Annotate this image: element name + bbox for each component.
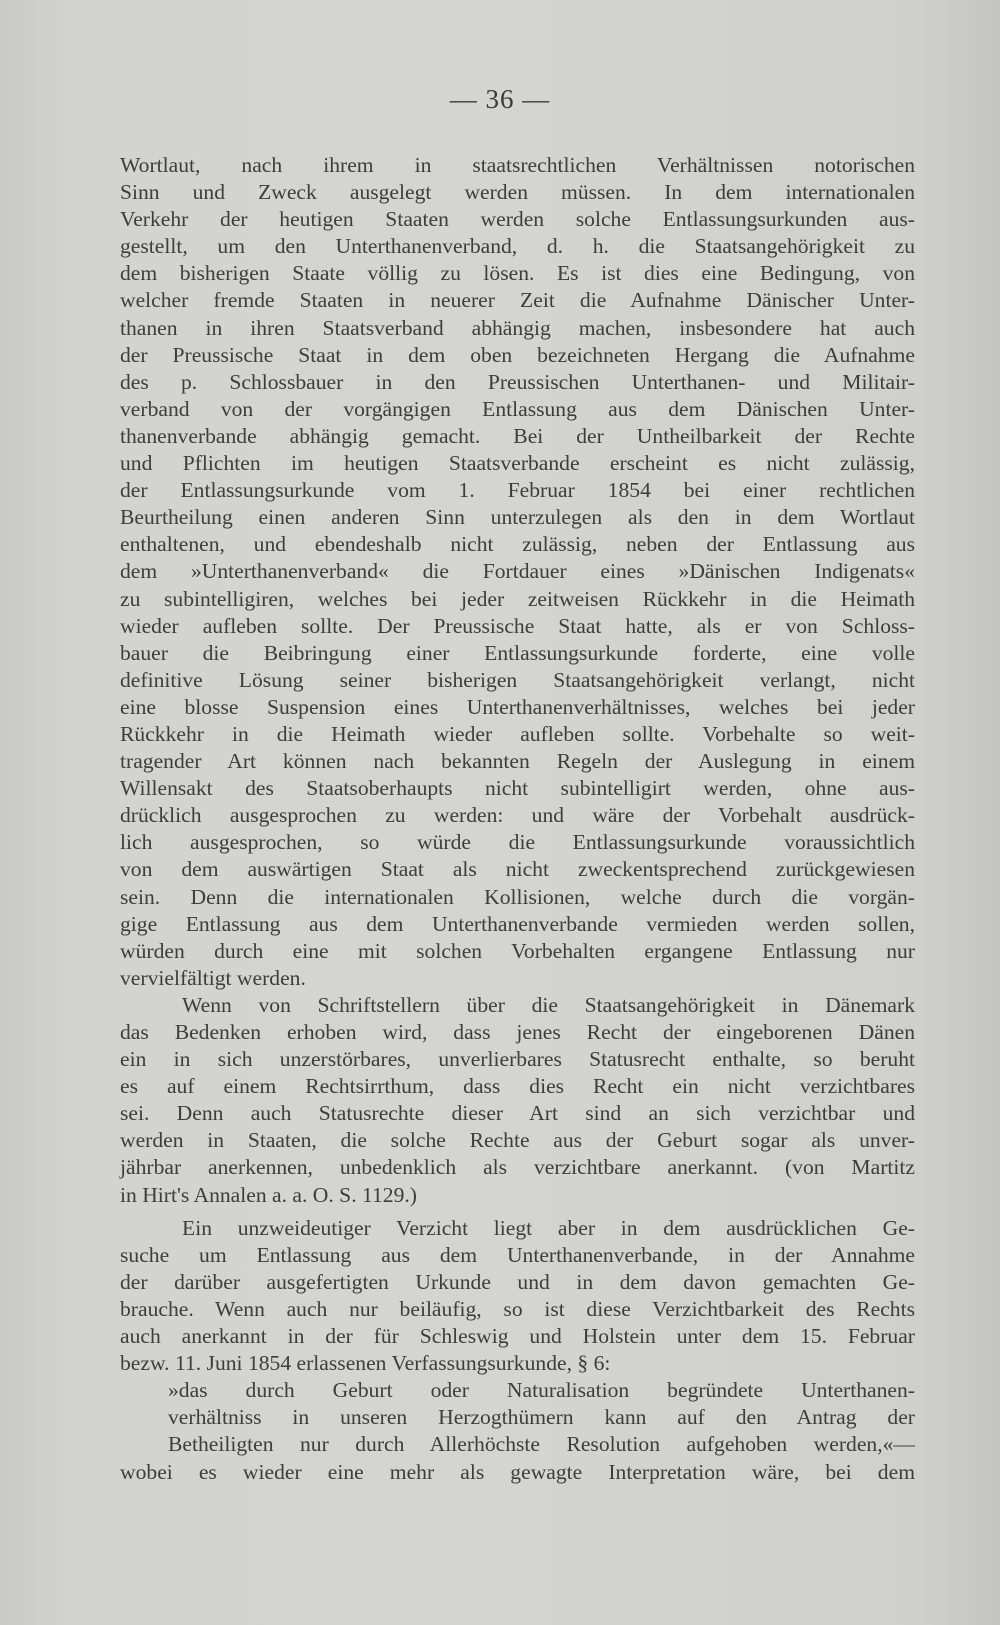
text-line: enthaltenen, und ebendeshalb nicht zulässig, neben der Entlassung aus xyxy=(120,532,915,557)
text-line: und Pflichten im heutigen Staatsverbande erscheint es nicht zulässig, xyxy=(120,451,915,476)
text-line: brauche. Wenn auch nur beiläufig, so ist diese Verzichtbarkeit des Rechts xyxy=(120,1296,915,1321)
text-line: definitive Lösung seiner bisherigen Staatsangehörigkeit verlangt, nicht xyxy=(120,667,915,692)
text-line: auch anerkannt in der für Schleswig und Holstein unter dem 15. Februar xyxy=(120,1324,915,1349)
text-line: verband von der vorgängigen Entlassung aus dem Dänischen Unter- xyxy=(120,396,915,421)
text-line: wobei es wieder eine mehr als gewagte Interpretation wäre, bei dem xyxy=(120,1459,915,1484)
text-line: Verkehr der heutigen Staaten werden solche Entlassungsurkunden aus- xyxy=(120,207,915,232)
text-line: von dem auswärtigen Staat als nicht zweckentsprechend zurückgewiesen xyxy=(120,857,915,882)
quote-line: Betheiligten nur durch Allerhöchste Resolution aufgehoben werden,«— xyxy=(168,1432,915,1457)
text-line: ein in sich unzerstörbares, unverlierbares Statusrecht enthalte, so beruht xyxy=(120,1047,915,1072)
text-line: lich ausgesprochen, so würde die Entlassungsurkunde voraussichtlich xyxy=(120,830,915,855)
text-line: bezw. 11. Juni 1854 erlassenen Verfassungsurkunde, § 6: xyxy=(120,1351,611,1376)
page-number: — 36 — xyxy=(449,84,551,114)
text-line: thanen in ihren Staatsverband abhängig machen, insbesondere hat auch xyxy=(120,315,915,340)
text-line: würden durch eine mit solchen Vorbehalten ergangene Entlassung nur xyxy=(120,938,915,963)
text-line: jährbar anerkennen, unbedenklich als verzichtbare anerkannt. (von Martitz xyxy=(120,1155,915,1180)
text-line: der Preussische Staat in dem oben bezeichneten Hergang die Aufnahme xyxy=(120,342,915,367)
text-line: zu subintelligiren, welches bei jeder zeitweisen Rückkehr in die Heimath xyxy=(120,586,915,611)
text-line: gige Entlassung aus dem Unterthanenverbande vermieden werden sollen, xyxy=(120,911,915,936)
text-line: Wortlaut, nach ihrem in staatsrechtlichen Verhältnissen notorischen xyxy=(120,153,915,177)
text-line: tragender Art können nach bekannten Regeln der Auslegung in einem xyxy=(120,749,915,774)
paragraph-start-line: Wenn von Schriftstellern über die Staatsangehörigkeit in Dänemark xyxy=(182,992,915,1017)
quote-line: »das durch Geburt oder Naturalisation begründete Unterthanen- xyxy=(168,1378,915,1403)
text-line: der darüber ausgefertigten Urkunde und in dem davon gemachten Ge- xyxy=(120,1269,915,1294)
text-line: der Entlassungsurkunde vom 1. Februar 1854 bei einer rechtlichen xyxy=(120,478,915,503)
text-line: dem bisherigen Staate völlig zu lösen. Es ist dies eine Bedingung, von xyxy=(120,261,915,286)
text-line: sei. Denn auch Statusrechte dieser Art sind an sich verzichtbar und xyxy=(120,1101,915,1126)
text-line: wieder aufleben sollte. Der Preussische Staat hatte, als er von Schloss- xyxy=(120,613,915,638)
text-line: sein. Denn die internationalen Kollisionen, welche durch die vorgän- xyxy=(120,884,915,909)
text-line: dem »Unterthanenverband« die Fortdauer eines »Dänischen Indigenats« xyxy=(120,559,915,584)
text-line: werden in Staaten, die solche Rechte aus der Geburt sogar als unver- xyxy=(120,1128,915,1153)
text-line: welcher fremde Staaten in neuerer Zeit die Aufnahme Dänischer Unter- xyxy=(120,288,915,313)
text-line: Rückkehr in die Heimath wieder aufleben sollte. Vorbehalte so weit- xyxy=(120,721,915,746)
text-line: drücklich ausgesprochen zu werden: und wäre der Vorbehalt ausdrück- xyxy=(120,803,915,828)
paragraph-start-line: Ein unzweideutiger Verzicht liegt aber in dem ausdrücklichen Ge- xyxy=(182,1215,915,1240)
text-line: das Bedenken erhoben wird, dass jenes Recht der eingeborenen Dänen xyxy=(120,1020,915,1044)
body-text xyxy=(120,152,915,1486)
text-line: eine blosse Suspension eines Unterthanenverhältnisses, welches bei jeder xyxy=(120,694,915,719)
text-line: vervielfältigt werden. xyxy=(120,965,306,990)
text-line: suche um Entlassung aus dem Unterthanenverbande, in der Annahme xyxy=(120,1242,915,1267)
text-line: bauer die Beibringung einer Entlassungsurkunde forderte, eine volle xyxy=(120,640,915,665)
quote-line: verhältniss in unseren Herzogthümern kann auf den Antrag der xyxy=(168,1405,915,1430)
text-line: es auf einem Rechtsirrthum, dass dies Recht ein nicht verzichtbares xyxy=(120,1074,915,1099)
text-line: Sinn und Zweck ausgelegt werden müssen. In dem internationalen xyxy=(120,180,915,205)
text-line: in Hirt's Annalen a. a. O. S. 1129.) xyxy=(120,1182,417,1207)
text-line: Willensakt des Staatsoberhaupts nicht subintelligirt werden, ohne aus- xyxy=(120,776,915,801)
text-line: des p. Schlossbauer in den Preussischen Unterthanen- und Militair- xyxy=(120,369,915,394)
text-line: Beurtheilung einen anderen Sinn unterzulegen als den in dem Wortlaut xyxy=(120,505,915,530)
text-line: gestellt, um den Unterthanenverband, d. h. die Staatsangehörigkeit zu xyxy=(120,234,915,259)
text-line: thanenverbande abhängig gemacht. Bei der Untheilbarkeit der Rechte xyxy=(120,423,915,448)
